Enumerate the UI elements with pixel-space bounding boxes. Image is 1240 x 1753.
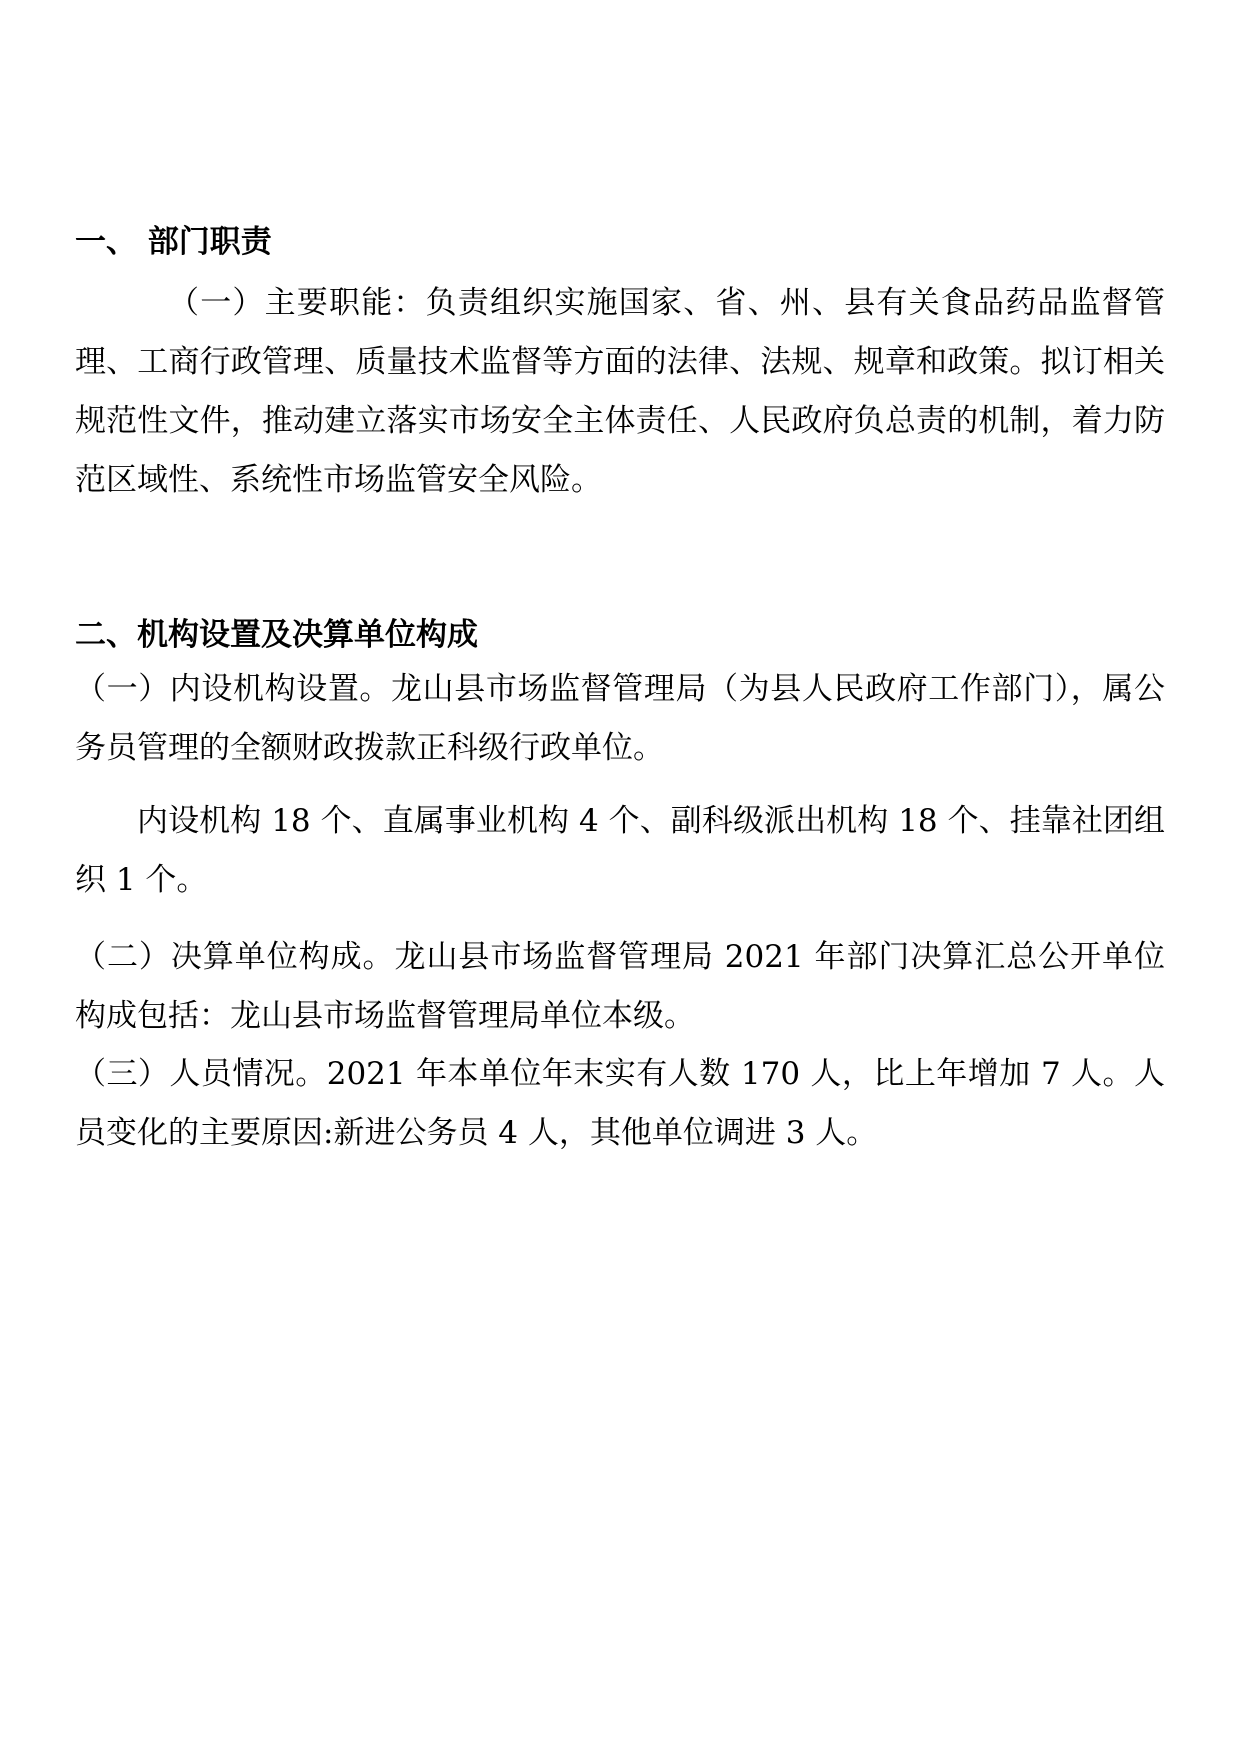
institution-count-paragraph: 内设机构 18 个、直属事业机构 4 个、副科级派出机构 18 个、挂靠社团组织 1 个。 <box>75 803 1165 898</box>
budget-unit-composition-paragraph: （二）决算单位构成。龙山县市场监督管理局 2021 年部门决算汇总公开单位构成包括：龙山县市场监督管理局单位本级。 <box>75 939 1165 1034</box>
internal-institutions-paragraph: （一）内设机构设置。龙山县市场监督管理局（为县人民政府工作部门），属公务员管理的全额财政拨款正科级行政单位。 <box>75 671 1165 766</box>
main-functions-paragraph: （一）主要职能：负责组织实施国家、省、州、县有关食品药品监督管理、工商行政管理、质量技术监督等方面的法律、法规、规章和政策。拟订相关规范性文件，推动建立落实市场安全主体责任、人民政府负总责的机制，着力防范区域性、系统性市场监管安全风险。 <box>75 285 1165 498</box>
section-1-heading: 一、 部门职责 <box>75 224 272 260</box>
section-2-heading: 二、机构设置及决算单位构成 <box>75 617 478 653</box>
personnel-paragraph: （三）人员情况。2021 年本单位年末实有人数 170 人，比上年增加 7 人。人员变化的主要原因:新进公务员 4 人，其他单位调进 3 人。 <box>75 1056 1165 1151</box>
